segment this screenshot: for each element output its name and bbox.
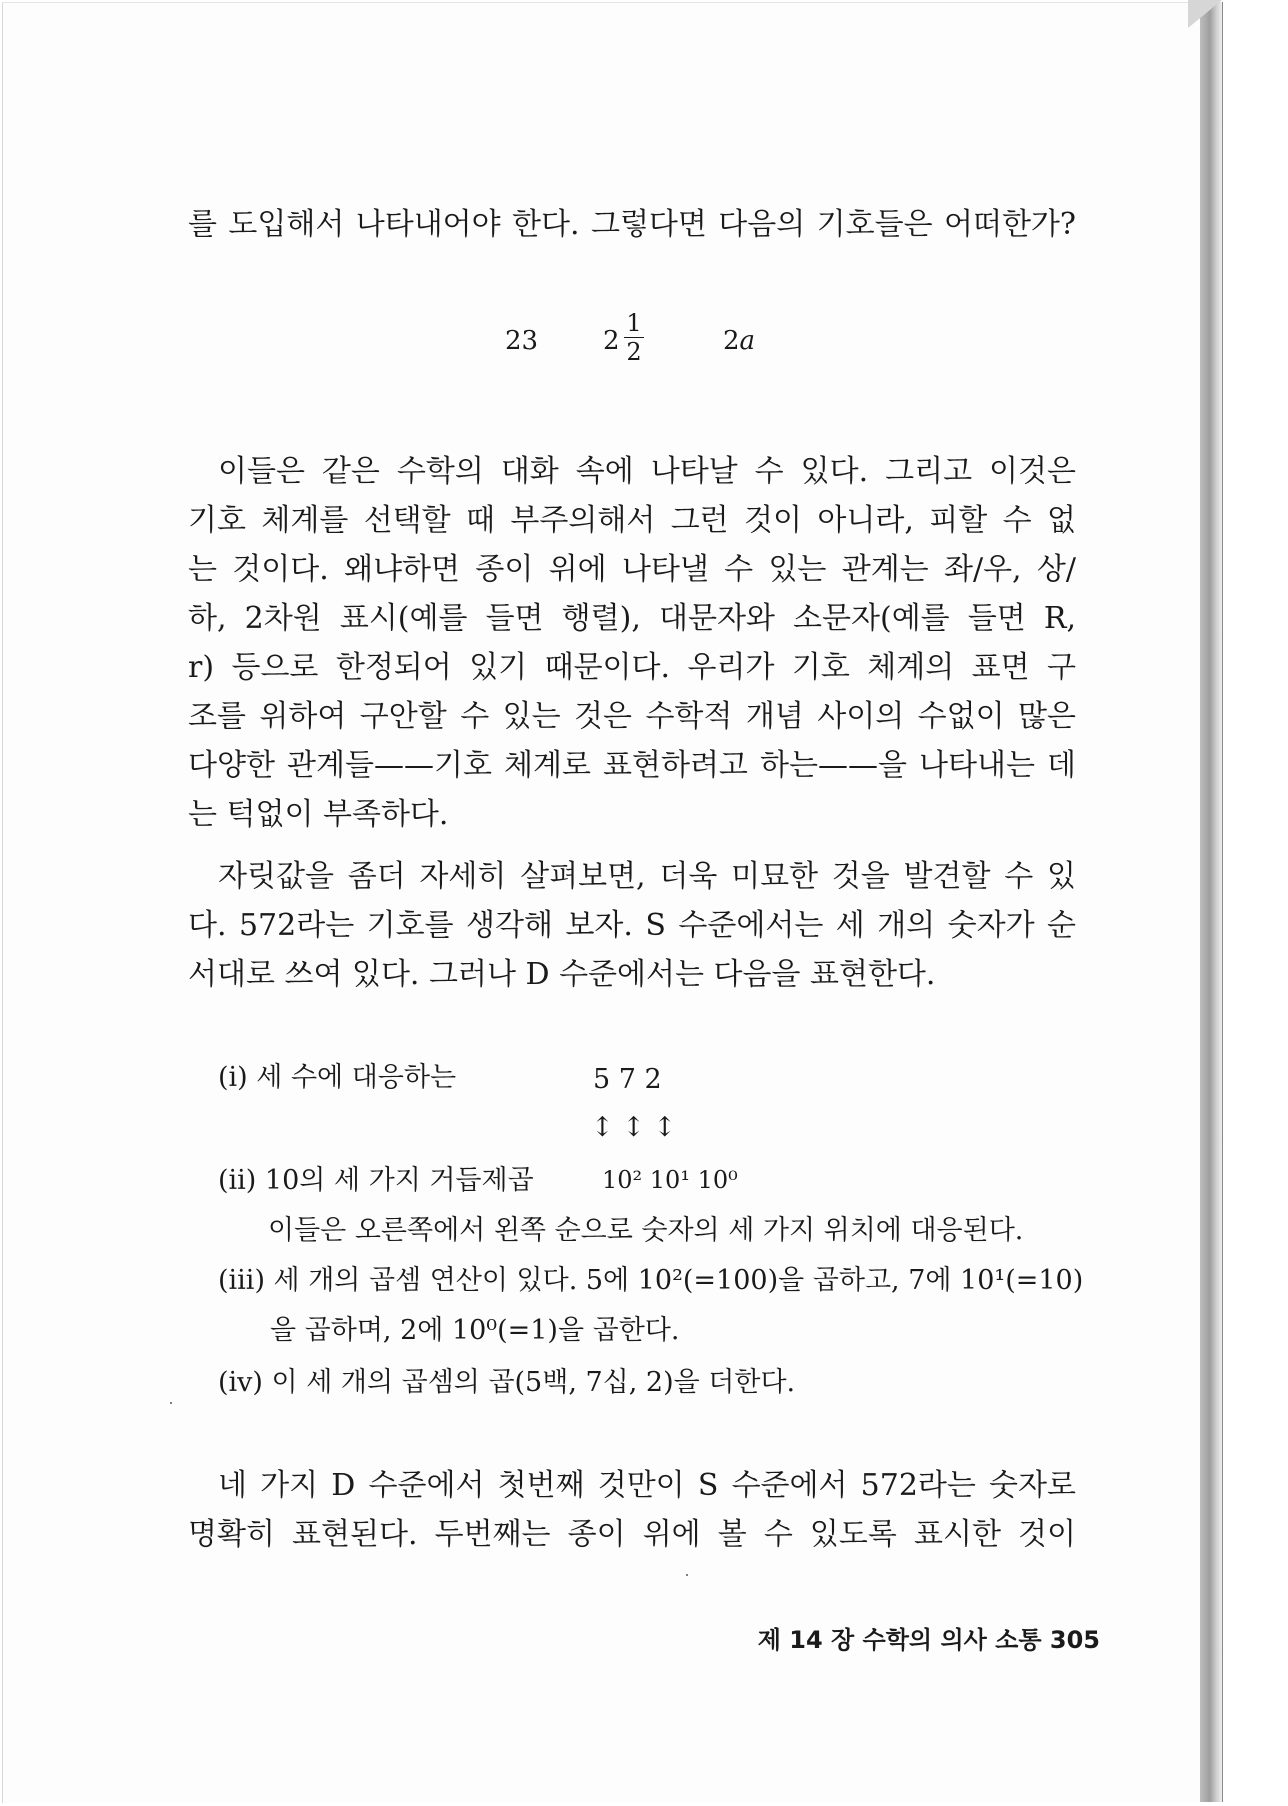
digits-572: 5 7 2 [593,1064,662,1095]
list-item-iv: (iv) 이 세 개의 곱셈의 곱(5백, 7십, 2)을 더한다. [218,1367,796,1398]
page-edge-shadow [1200,2,1223,1802]
list-item-iii-continued: 을 곱하며, 2에 10⁰(=1)을 곱한다. [270,1315,680,1346]
fraction-denominator: 2 [626,338,642,366]
double-arrow-icons: ↕ ↕ ↕ [591,1112,677,1143]
formula-mixed-whole: 2 [603,326,620,356]
formula-integer: 23 [505,326,539,356]
fraction-numerator: 1 [626,309,642,337]
list-item-i: (i) 세 수에 대응하는 [218,1062,457,1093]
formula-variable-term: 2a [723,326,756,356]
formula-fraction [624,310,644,365]
list-item-iii: (iii) 세 개의 곱셈 연산이 있다. 5에 10²(=100)을 곱하고, 7에 10¹(=10) [218,1265,1084,1296]
paragraph-line: 기호 체계를 선택할 때 부주의해서 그런 것이 아니라, 피할 수 없 [188,503,1076,538]
paragraph-line: 서대로 쓰여 있다. 그러나 D 수준에서는 다음을 표현한다. [188,957,936,992]
paragraph-1 [188,447,1076,839]
paragraph-line: 다양한 관계들——기호 체계로 표현하려고 하는——을 나타내는 데 [188,748,1076,783]
formula-row [0,309,1200,372]
paragraph-line: 이들은 같은 수학의 대화 속에 나타날 수 있다. 그리고 이것은 [218,454,1076,489]
list-item-ii: (ii) 10의 세 가지 거듭제곱 [218,1165,534,1196]
paragraph-line: 하, 2차원 표시(예를 들면 행렬), 대문자와 소문자(예를 들면 R, [188,601,1076,636]
scan-speck [170,1402,172,1404]
running-footer: 제 14 장 수학의 의사 소통 305 [757,1626,1100,1654]
paragraph-line: 자릿값을 좀더 자세히 살펴보면, 더욱 미묘한 것을 발견할 수 있 [218,859,1076,894]
powers-of-ten: 10² 10¹ 10⁰ [602,1166,738,1194]
page-corner-fold [1188,0,1222,28]
paragraph-3 [188,1461,1076,1559]
paragraph-line: 다. 572라는 기호를 생각해 보자. S 수준에서는 세 개의 숫자가 순 [188,908,1076,943]
intro-line: 를 도입해서 나타내어야 한다. 그렇다면 다음의 기호들은 어떠한가? [188,207,1076,242]
paragraph-line: 네 가지 D 수준에서 첫번째 것만이 S 수준에서 572라는 숫자로 [218,1468,1076,1503]
list-item-ii-note: 이들은 오른쪽에서 왼쪽 순으로 숫자의 세 가지 위치에 대응된다. [268,1215,1024,1246]
scan-speck [686,1574,688,1576]
paragraph-line: r) 등으로 한정되어 있기 때문이다. 우리가 기호 체계의 표면 구 [188,650,1076,685]
paragraph-line: 는 턱없이 부족하다. [188,797,449,832]
paragraph-line: 는 것이다. 왜냐하면 종이 위에 나타낼 수 있는 관계는 좌/우, 상/ [188,552,1076,587]
paragraph-line: 명확히 표현된다. 두번째는 종이 위에 볼 수 있도록 표시한 것이 [188,1517,1076,1552]
paragraph-line: 조를 위하여 구안할 수 있는 것은 수학적 개념 사이의 수없이 많은 [188,699,1076,734]
paragraph-2 [188,852,1076,999]
